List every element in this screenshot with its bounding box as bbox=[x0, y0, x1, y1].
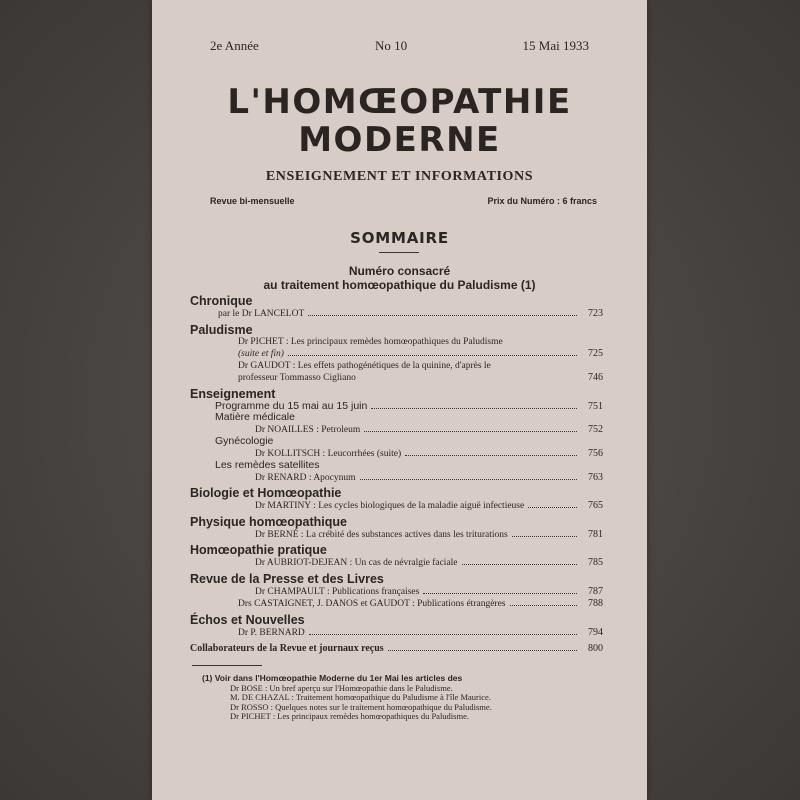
leader-dots bbox=[405, 455, 577, 456]
footnote-item: Dr PICHET : Les principaux remèdes homœopathiques du Paludisme. bbox=[230, 711, 469, 721]
footnote-divider bbox=[192, 665, 262, 666]
toc-page-number: 725 bbox=[588, 348, 603, 359]
footnote-item: Dr BOSE : Un bref aperçu sur l'Homœopathie dans le Paludisme. bbox=[230, 682, 453, 693]
toc-page-number: 781 bbox=[588, 528, 603, 540]
toc-page-number: 788 bbox=[588, 598, 603, 609]
subsection-gynecologie: Gynécologie bbox=[215, 435, 274, 447]
leader-dots bbox=[512, 536, 577, 537]
subsection-matiere-medicale: Matière médicale bbox=[215, 411, 295, 423]
journal-subtitle: ENSEIGNEMENT ET INFORMATIONS bbox=[265, 169, 534, 184]
leader-dots bbox=[360, 479, 577, 480]
toc-page-number: 785 bbox=[588, 557, 603, 568]
issue-date: 15 Mai 1933 bbox=[522, 38, 589, 53]
leader-dots bbox=[423, 593, 577, 594]
toc-page-number: 746 bbox=[588, 372, 603, 383]
issue-theme-line2: au traitement homœopathique du Paludisme (1) bbox=[263, 278, 536, 292]
leader-dots bbox=[462, 564, 577, 565]
leader-dots bbox=[510, 605, 578, 606]
footnote-item: Dr ROSSO : Quelques notes sur le traitement homœopathique du Paludisme. bbox=[230, 701, 492, 712]
footnote-item: M. DE CHAZAL : Traitement homœopathique du Paludisme à l'île Maurice. bbox=[230, 692, 491, 702]
toc-page-number: 787 bbox=[588, 585, 603, 597]
section-pratique: Homœopathie pratique bbox=[190, 543, 327, 557]
toc-page-number: 756 bbox=[588, 447, 603, 459]
leader-dots bbox=[308, 315, 577, 316]
toc-entry-text: Programme du 15 mai au 15 juin bbox=[215, 399, 368, 412]
toc-entry bbox=[190, 529, 603, 542]
section-enseignement: Enseignement bbox=[190, 386, 276, 401]
heading-divider bbox=[379, 252, 419, 253]
toc-entry-text: Dr PICHET : Les principaux remèdes homœopathiques du Paludisme bbox=[238, 336, 503, 347]
table-of-contents bbox=[190, 292, 603, 655]
toc-entry-text: par le Dr LANCELOT bbox=[218, 309, 305, 319]
journal-title-line2: MODERNE bbox=[298, 120, 501, 160]
leader-dots bbox=[288, 355, 577, 356]
section-revue-presse: Revue de la Presse et des Livres bbox=[190, 571, 384, 586]
section-chronique: Chronique bbox=[190, 294, 253, 308]
toc-entry bbox=[190, 586, 603, 599]
toc-entry-text: Dr MARTINY : Les cycles biologiques de la maladie aiguë infectieuse bbox=[255, 501, 525, 511]
toc-entry-text: Dr GAUDOT : Les effets pathogénétiques de la quinine, d'après le bbox=[238, 360, 491, 371]
toc-entry-text: Dr BERNÉ : La crébité des substances actives dans les triturations bbox=[255, 529, 508, 540]
toc-page-number: 751 bbox=[588, 400, 603, 412]
toc-entry bbox=[190, 627, 603, 640]
leader-dots bbox=[309, 634, 577, 635]
toc-page-number: 800 bbox=[588, 643, 603, 654]
journal-page bbox=[152, 0, 647, 800]
contents-heading: SOMMAIRE bbox=[350, 229, 449, 247]
toc-entry-text: (suite et fin) bbox=[238, 349, 284, 359]
toc-entry-text: Dr KOLLITSCH : Leucorrhées (suite) bbox=[255, 448, 402, 459]
toc-page-number: 763 bbox=[588, 471, 603, 483]
toc-entry-text: Collaborateurs de la Revue et journaux reçus bbox=[190, 643, 384, 654]
leader-dots bbox=[528, 507, 577, 508]
toc-page-number: 752 bbox=[588, 423, 603, 435]
section-physique: Physique homœopathique bbox=[190, 514, 347, 529]
toc-page-number: 765 bbox=[588, 500, 603, 511]
toc-entry bbox=[190, 308, 603, 321]
toc-entry-text: professeur Tommasso Cigliano bbox=[238, 373, 356, 383]
footnote-heading: (1) Voir dans l'Homœopathie Moderne du 1er Mai les articles des bbox=[202, 673, 463, 683]
toc-entry-text: Dr AUBRIOT-DEJEAN : Un cas de névralgie faciale bbox=[255, 558, 458, 568]
toc-entry-text: Drs CASTAIGNET, J. DANOS et GAUDOT : Publications étrangères bbox=[238, 599, 506, 609]
toc-entry bbox=[190, 557, 603, 570]
toc-page-number: 794 bbox=[588, 626, 603, 638]
journal-title-line1: L'HOMŒOPATHIE bbox=[227, 82, 572, 122]
toc-entry bbox=[190, 643, 603, 655]
toc-entry-text: Dr RENARD : Apocynum bbox=[255, 472, 356, 483]
toc-entry-text: Dr CHAMPAULT : Publications françaises bbox=[255, 586, 420, 597]
frequency-note: Revue bi-mensuelle bbox=[210, 196, 295, 206]
issue-year: 2e Année bbox=[210, 38, 259, 53]
toc-entry bbox=[190, 472, 603, 485]
section-biologie: Biologie et Homœopathie bbox=[190, 486, 342, 500]
price-note: Prix du Numéro : 6 francs bbox=[487, 196, 597, 206]
toc-page-number: 723 bbox=[588, 308, 603, 319]
toc-entry bbox=[190, 372, 603, 385]
toc-entry bbox=[190, 500, 603, 513]
leader-dots bbox=[371, 408, 577, 409]
toc-entry bbox=[190, 598, 603, 611]
leader-dots bbox=[388, 650, 577, 651]
section-paludisme: Paludisme bbox=[190, 322, 253, 337]
toc-entry bbox=[190, 348, 603, 361]
issue-number: No 10 bbox=[375, 38, 408, 53]
issue-theme-line1: Numéro consacré bbox=[348, 264, 451, 278]
subsection-remedes-satellites: Les remèdes satellites bbox=[215, 459, 320, 471]
leader-dots bbox=[364, 431, 577, 432]
toc-entry-text: Dr NOAILLES : Petroleum bbox=[255, 424, 361, 435]
section-echos: Échos et Nouvelles bbox=[190, 612, 305, 627]
footnote bbox=[202, 674, 597, 722]
toc-entry-text: Dr P. BERNARD bbox=[238, 627, 305, 638]
